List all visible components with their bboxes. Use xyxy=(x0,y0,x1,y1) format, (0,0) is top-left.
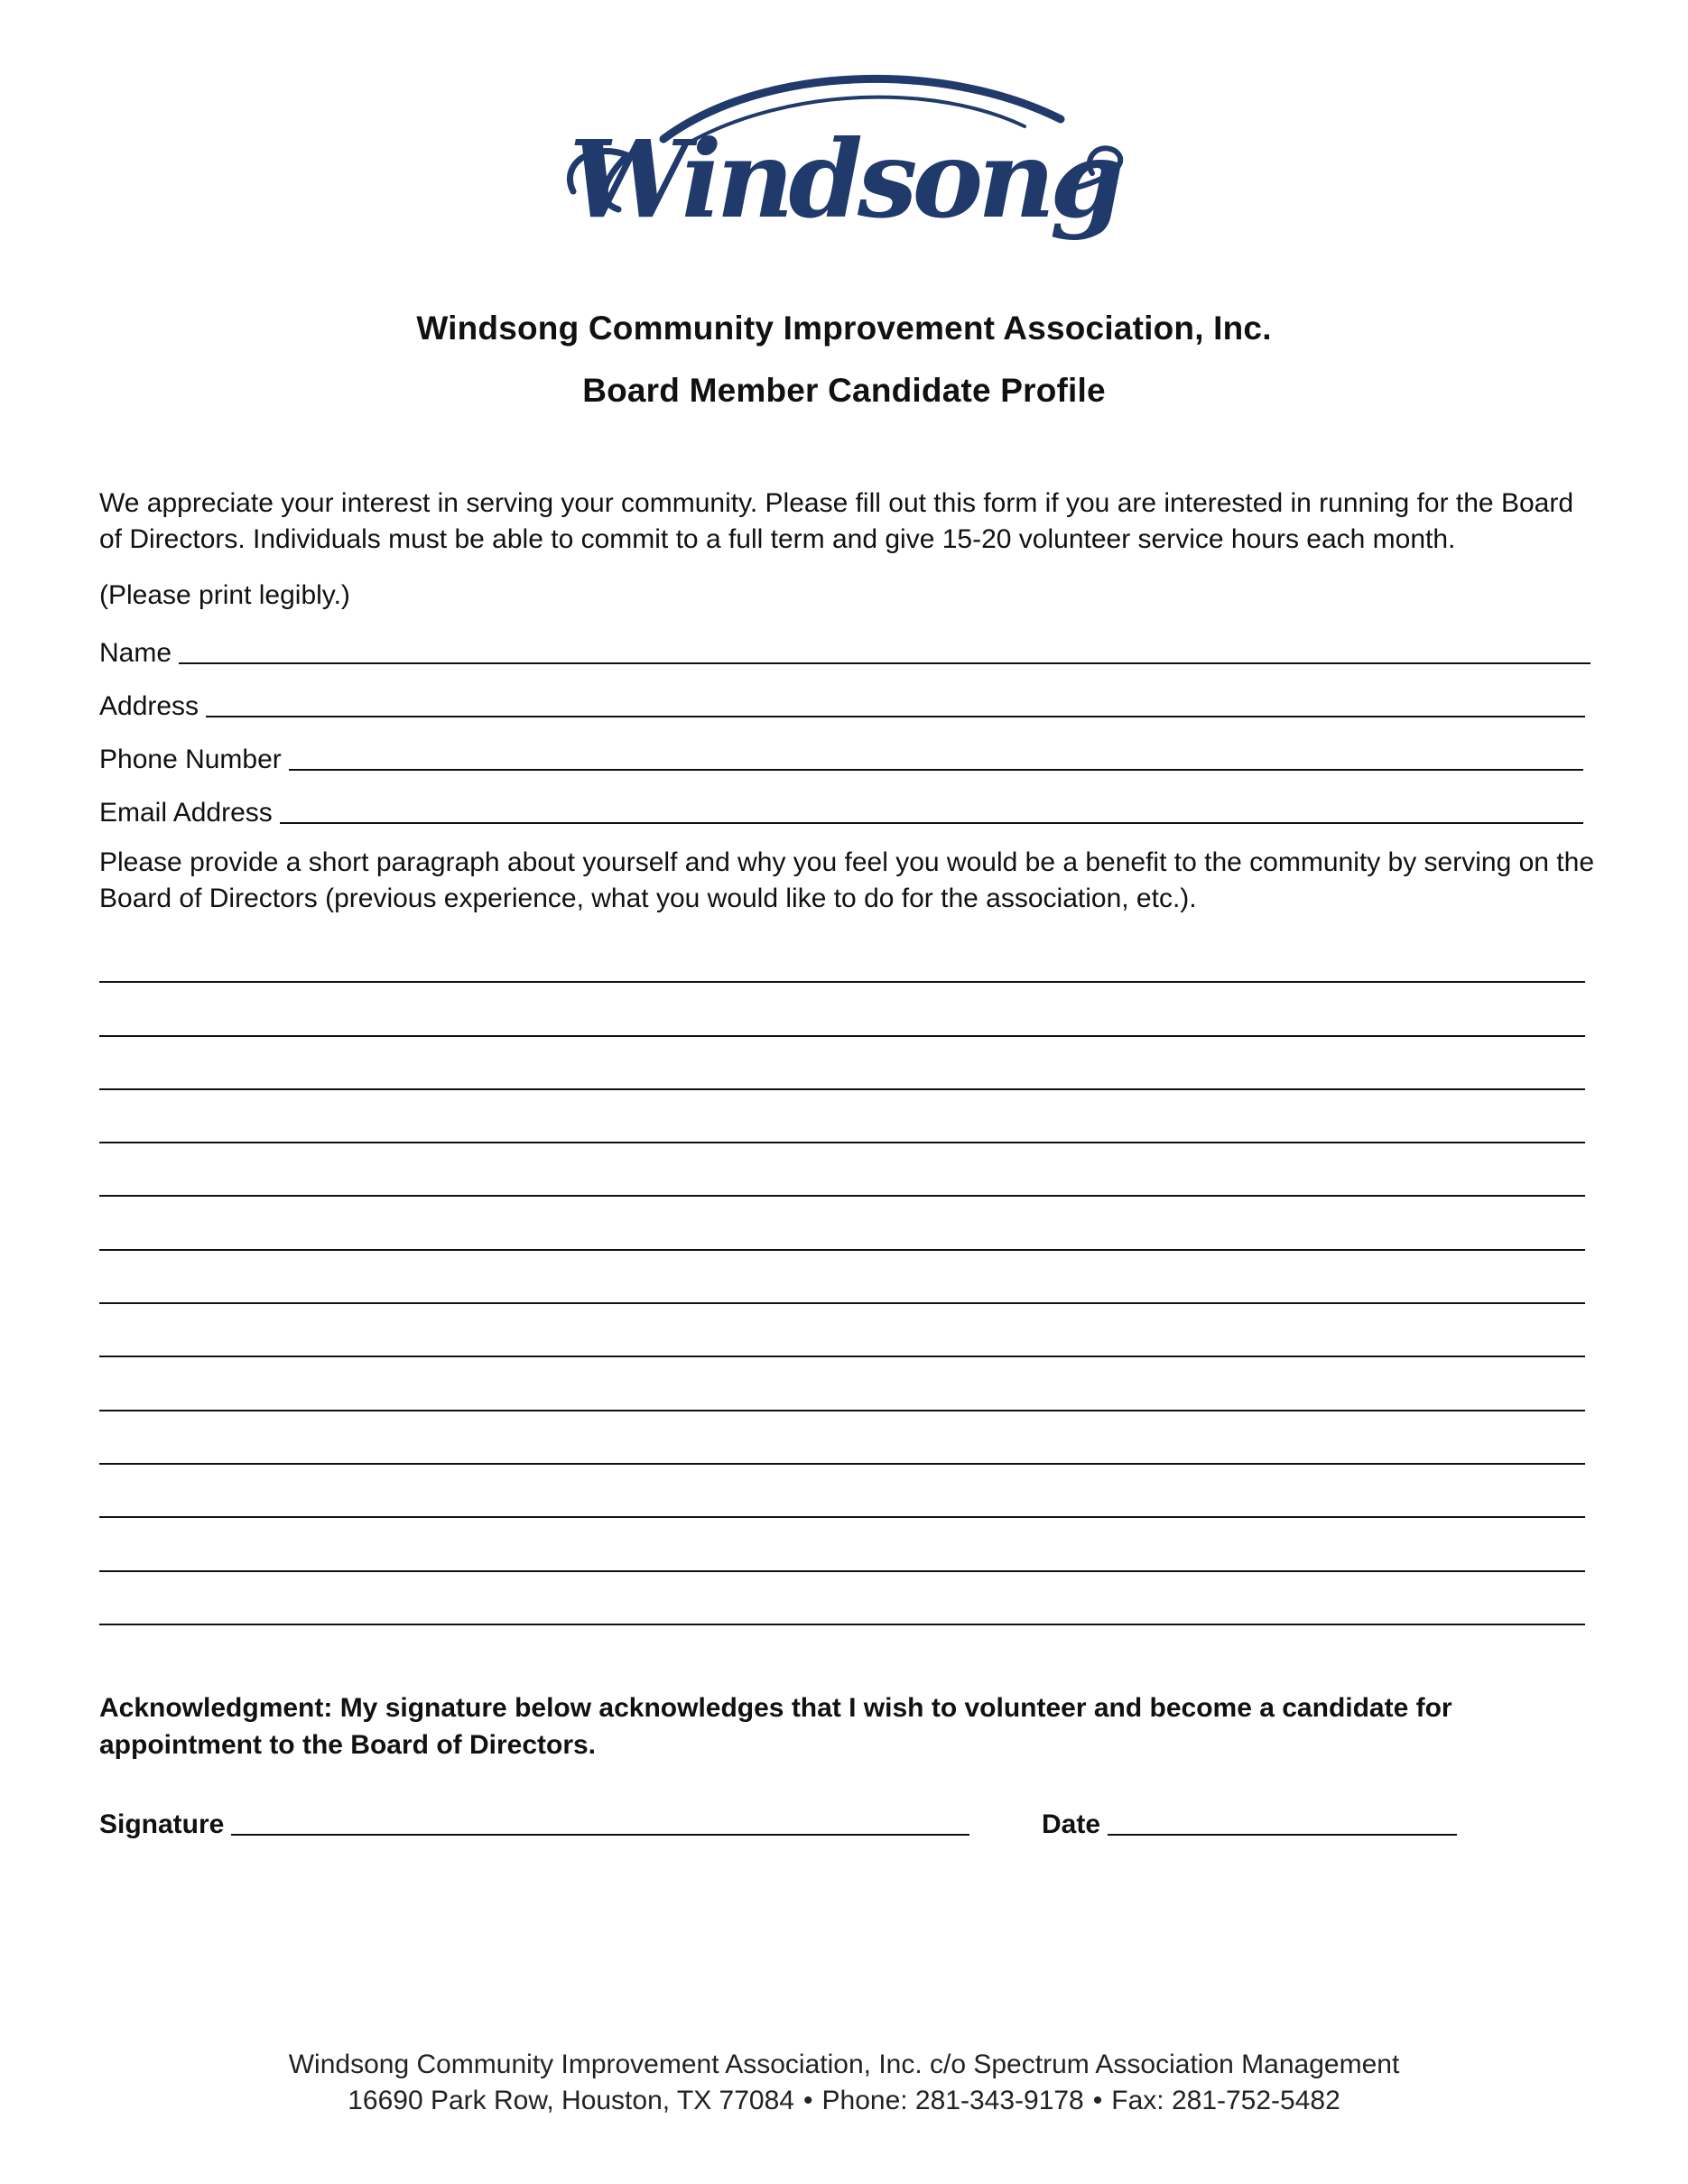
write-line[interactable] xyxy=(99,1357,1585,1411)
name-label: Name xyxy=(99,638,172,668)
write-line[interactable] xyxy=(99,1037,1585,1090)
date-blank-line[interactable] xyxy=(1108,1801,1457,1836)
footer-address: 16690 Park Row, Houston, TX 77084 xyxy=(348,2086,794,2115)
footer-separator: • xyxy=(1092,2086,1103,2115)
date-label: Date xyxy=(1042,1809,1101,1839)
address-field-row xyxy=(99,683,1585,723)
signature-label: Signature xyxy=(99,1809,225,1839)
write-line[interactable] xyxy=(99,930,1585,983)
address-label: Address xyxy=(99,691,199,721)
acknowledgment-text: Acknowledgment: My signature below acknowledges that I wish to volunteer and become a candidate for appointment to the Board of Directors. xyxy=(99,1693,1452,1760)
phone-label: Phone Number xyxy=(99,745,282,774)
footer-contact-line xyxy=(0,2083,1688,2119)
write-line[interactable] xyxy=(99,1465,1585,1518)
email-label: Email Address xyxy=(99,798,273,828)
phone-field-row xyxy=(99,736,1583,776)
email-field-row xyxy=(99,790,1583,829)
logo-wordmark: Windsong xyxy=(569,116,1119,242)
email-blank-line[interactable] xyxy=(280,790,1583,824)
write-line[interactable] xyxy=(99,1143,1585,1197)
footer-fax: Fax: 281-752-5482 xyxy=(1111,2086,1340,2115)
name-field-row xyxy=(99,630,1591,670)
footer-phone: Phone: 281-343-9178 xyxy=(821,2086,1084,2115)
write-line[interactable] xyxy=(99,1251,1585,1304)
write-line[interactable] xyxy=(99,1197,1585,1250)
write-line[interactable] xyxy=(99,983,1585,1036)
windsong-logo-graphic xyxy=(555,56,1133,273)
windsong-logo xyxy=(555,56,1133,273)
paragraph-write-area[interactable] xyxy=(99,930,1585,1625)
print-note: (Please print legibly.) xyxy=(99,580,350,610)
write-line[interactable] xyxy=(99,1090,1585,1143)
write-line[interactable] xyxy=(99,1411,1585,1465)
address-blank-line[interactable] xyxy=(206,683,1585,717)
name-blank-line[interactable] xyxy=(179,630,1591,664)
signature-row xyxy=(99,1801,969,1841)
intro-paragraph: We appreciate your interest in serving your community. Please fill out this form if you are interested in running for the Board of Directors. Individuals must be able to commit to a full term and give 15-20 volunteer service hours each month. xyxy=(99,488,1574,554)
footer-org-line: Windsong Community Improvement Association, Inc. c/o Spectrum Association Management xyxy=(288,2050,1400,2079)
write-line[interactable] xyxy=(99,1572,1585,1625)
footer-separator: • xyxy=(802,2086,813,2115)
phone-blank-line[interactable] xyxy=(289,736,1583,771)
form-title-heading: Board Member Candidate Profile xyxy=(582,372,1106,409)
signature-blank-line[interactable] xyxy=(231,1801,969,1836)
org-name-heading: Windsong Community Improvement Association, Inc. xyxy=(416,310,1272,347)
write-line[interactable] xyxy=(99,1304,1585,1357)
paragraph-prompt: Please provide a short paragraph about yourself and why you feel you would be a benefit to the community by serving on the Board of Directors (previous experience, what you would like to do for the association, etc.). xyxy=(99,847,1595,913)
write-line[interactable] xyxy=(99,1518,1585,1571)
date-row xyxy=(1042,1801,1457,1841)
